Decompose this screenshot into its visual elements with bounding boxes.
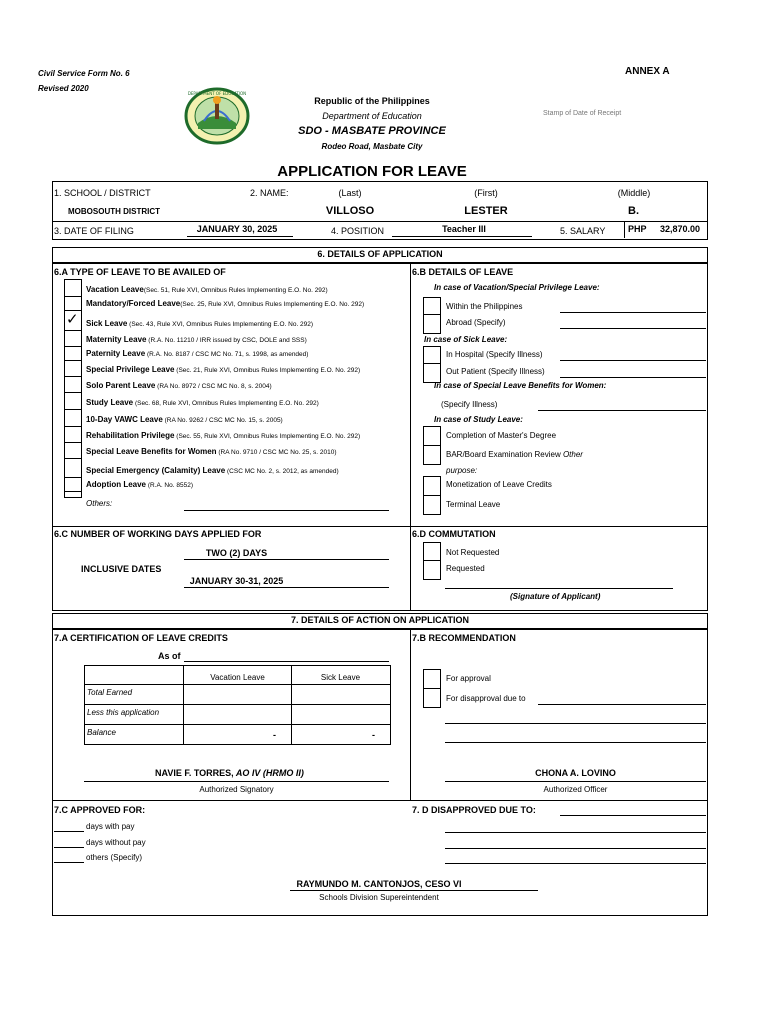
sds-role: Schools Division Supereintendent [319, 893, 439, 902]
out-patient-checkbox[interactable] [423, 363, 441, 383]
leave-type-ref: (Sec. 43, Rule XVI, Omnibus Rules Implementing E.O. No. 292) [127, 321, 314, 328]
signatory-name: NAVIE F. TORRES, [155, 768, 234, 778]
other-purpose-label: Other [562, 450, 583, 459]
requested-label: Requested [446, 564, 485, 573]
salary-value: 32,870.00 [660, 224, 701, 234]
leave-type-checkbox[interactable] [64, 294, 82, 311]
for-approval-checkbox[interactable] [423, 669, 441, 689]
last-name-value: VILLOSO [325, 205, 375, 217]
leave-type-name: Solo Parent Leave [86, 381, 156, 390]
middle-name-value: B. [628, 205, 639, 217]
school-value: MOBOSOUTH DISTRICT [68, 207, 160, 216]
recommendation-title: 7.B RECOMMENDATION [412, 633, 516, 643]
leave-type-checkbox[interactable] [64, 410, 82, 427]
bar-review-checkbox[interactable] [423, 445, 441, 465]
inclusive-dates-label: INCLUSIVE DATES [81, 564, 162, 574]
leave-type-ref: (R.A. No. 11210 / IRR issued by CSC, DOLE and SSS) [146, 337, 307, 344]
leave-type-ref: (Sec. 21, Rule XVI, Omnibus Rules Implementing E.O. No. 292) [174, 367, 361, 374]
first-name-value: LESTER [464, 205, 508, 217]
annex-label: ANNEX A [625, 66, 670, 77]
deped-seal-icon [184, 87, 250, 145]
disapproved-title: 7. D DISAPPROVED DUE TO: [412, 805, 536, 815]
leave-type-checkbox[interactable] [64, 360, 82, 377]
filing-date-value: JANUARY 30, 2025 [196, 224, 278, 234]
leave-type-row [86, 365, 360, 374]
leave-credits-title: 7.A CERTIFICATION OF LEAVE CREDITS [54, 633, 228, 643]
leave-type-checkbox[interactable] [64, 376, 82, 393]
days-with-pay-label: days with pay [86, 822, 135, 831]
seal-text: DEPARTMENT OF EDUCATION [187, 91, 247, 96]
position-label: 4. POSITION [331, 226, 385, 236]
specify-illness-label: (Specify Illness) [441, 400, 498, 409]
leave-type-row [86, 349, 308, 358]
leave-type-ref: (Sec. 55, Rule XVI, Omnibus Rules Implementing E.O. No. 292) [174, 433, 361, 440]
leave-type-name: Study Leave [86, 398, 134, 407]
leave-type-name: Special Leave Benefits for Women [86, 447, 217, 456]
approved-for-title: 7.C APPROVED FOR: [54, 805, 146, 815]
leave-type-ref: (CSC MC No. 2, s. 2012, as amended) [225, 468, 339, 475]
leave-type-checkbox[interactable] [64, 475, 82, 492]
leave-type-ref: (R.A. No. 8187 / CSC MC No. 71, s. 1998, as amended) [145, 351, 309, 358]
leave-type-name: Special Privilege Leave [86, 365, 175, 374]
not-requested-label: Not Requested [446, 548, 500, 557]
working-days-value: TWO (2) DAYS [205, 548, 268, 558]
others-label: Others: [86, 499, 113, 508]
leave-type-name: Paternity Leave [86, 349, 146, 358]
check-icon: ✓ [66, 311, 79, 328]
for-disapproval-label: For disapproval due to [446, 694, 526, 703]
leave-type-row [86, 381, 272, 390]
leave-type-name: Mandatory/Forced Leave [86, 299, 181, 308]
leave-type-name: Vacation Leave [86, 285, 144, 294]
leave-type-row [86, 319, 313, 328]
leave-type-name: Rehabilitation Privilege [86, 431, 175, 440]
leave-type-row [86, 335, 307, 344]
form-revision: Revised 2020 [38, 84, 89, 93]
details-leave-title: 6.B DETAILS OF LEAVE [412, 267, 514, 277]
sds-name: RAYMUNDO M. CANTONJOS, CESO VI [296, 879, 462, 889]
monetization-label: Monetization of Leave Credits [446, 480, 552, 489]
credit-row-label: Less this application [87, 708, 160, 717]
form-number: Civil Service Form No. 6 [38, 69, 130, 78]
requested-checkbox[interactable] [423, 560, 441, 580]
leave-type-name: Maternity Leave [86, 335, 147, 344]
signatory-title: AO IV (HRMO II) [233, 768, 304, 778]
leave-type-name: Sick Leave [86, 319, 128, 328]
leave-type-ref: (RA No. 9262 / CSC MC No. 15, s. 2005) [162, 417, 283, 424]
salary-label: 5. SALARY [560, 226, 606, 236]
first-name-label: (First) [474, 188, 498, 198]
credit-vacation-value: - [273, 730, 276, 740]
leave-type-row [86, 415, 283, 424]
within-ph-label: Within the Philippines [446, 302, 523, 311]
section6-title: 6. DETAILS OF APPLICATION [317, 249, 443, 259]
purpose-label: purpose: [446, 466, 478, 475]
division-address: Rodeo Road, Masbate City [321, 142, 423, 151]
vacation-leave-col-header: Vacation Leave [210, 673, 265, 682]
division-label: SDO - MASBATE PROVINCE [298, 125, 446, 137]
leave-type-checkbox[interactable] [64, 311, 82, 331]
leave-type-row [86, 431, 360, 440]
leave-type-title: 6.A TYPE OF LEAVE TO BE AVAILED OF [54, 267, 226, 277]
last-name-label: (Last) [338, 188, 362, 198]
leave-type-row [86, 447, 337, 456]
study-case-header: In case of Study Leave: [434, 415, 523, 424]
days-without-pay-label: days without pay [86, 838, 146, 847]
sick-leave-col-header: Sick Leave [320, 673, 361, 682]
abroad-label: Abroad (Specify) [446, 318, 506, 327]
leave-type-row [86, 299, 364, 308]
as-of-label: As of [158, 651, 181, 661]
applicant-signature-label: (Signature of Applicant) [510, 592, 601, 601]
bar-review-label: BAR/Board Examination Review [446, 450, 561, 459]
form-title: APPLICATION FOR LEAVE [277, 163, 467, 180]
out-patient-label: Out Patient (Specify Illness) [446, 367, 545, 376]
abroad-checkbox[interactable] [423, 314, 441, 334]
inclusive-dates-value: JANUARY 30-31, 2025 [189, 576, 284, 586]
filing-date-label: 3. DATE OF FILING [54, 226, 134, 236]
monetization-checkbox[interactable] [423, 476, 441, 496]
in-hospital-label: In Hospital (Specify Illness) [446, 350, 543, 359]
vacation-case-header: In case of Vacation/Special Privilege Leave: [434, 283, 600, 292]
masters-checkbox[interactable] [423, 426, 441, 446]
republic-label: Republic of the Philippines [314, 96, 430, 106]
leave-type-ref: (R.A. No. 8552) [146, 482, 193, 489]
terminal-label: Terminal Leave [446, 500, 501, 509]
working-days-title: 6.C NUMBER OF WORKING DAYS APPLIED FOR [54, 529, 262, 539]
name-label: 2. NAME: [250, 188, 289, 198]
leave-type-checkbox[interactable] [64, 426, 82, 443]
stamp-receipt-label: Stamp of Date of Receipt [543, 110, 622, 117]
leave-type-checkbox[interactable] [64, 442, 82, 459]
for-disapproval-checkbox[interactable] [423, 688, 441, 708]
leave-type-ref: (RA No. 9710 / CSC MC No. 25, s. 2010) [216, 449, 337, 456]
leave-type-checkbox[interactable] [64, 344, 82, 361]
officer-role: Authorized Officer [543, 785, 608, 794]
for-approval-label: For approval [446, 674, 491, 683]
masters-label: Completion of Master's Degree [446, 431, 557, 440]
credit-row-label: Total Earned [87, 688, 133, 697]
leave-type-ref: (RA No. 8972 / CSC MC No. 8, s. 2004) [155, 383, 272, 390]
sick-case-header: In case of Sick Leave: [424, 335, 508, 344]
department-label: Department of Education [322, 111, 422, 121]
position-value: Teacher III [442, 224, 486, 234]
leave-type-ref: (Sec. 68, Rule XVI, Omnibus Rules Implementing E.O. No. 292) [133, 400, 319, 407]
leave-type-name: Special Emergency (Calamity) Leave [86, 466, 226, 475]
leave-type-row [86, 466, 339, 475]
signatory-role: Authorized Signatory [199, 785, 274, 794]
credit-sick-value: - [372, 730, 375, 740]
leave-type-row [86, 285, 328, 294]
salary-currency: PHP [628, 224, 647, 234]
leave-type-name: 10-Day VAWC Leave [86, 415, 163, 424]
others-specify-label: others (Specify) [86, 853, 143, 862]
leave-type-name: Adoption Leave [86, 480, 147, 489]
leave-type-row [86, 480, 193, 489]
not-requested-checkbox[interactable] [423, 542, 441, 562]
terminal-checkbox[interactable] [423, 495, 441, 515]
section7-title: 7. DETAILS OF ACTION ON APPLICATION [290, 615, 469, 625]
leave-type-ref: (Sec. 25, Rule XVI, Omnibus Rules Implementing E.O. No. 292) [180, 301, 365, 308]
commutation-title: 6.D COMMUTATION [412, 529, 496, 539]
middle-name-label: (Middle) [617, 188, 651, 198]
leave-type-ref: (Sec. 51, Rule XVI, Omnibus Rules Implementing E.O. No. 292) [143, 287, 328, 294]
women-case-header: In case of Special Leave Benefits for Women: [434, 381, 607, 390]
leave-type-row [86, 398, 319, 407]
credit-row-label: Balance [87, 728, 116, 737]
leave-type-checkbox[interactable] [64, 393, 82, 410]
school-label: 1. SCHOOL / DISTRICT [54, 188, 151, 198]
officer-name: CHONA A. LOVINO [535, 768, 616, 778]
